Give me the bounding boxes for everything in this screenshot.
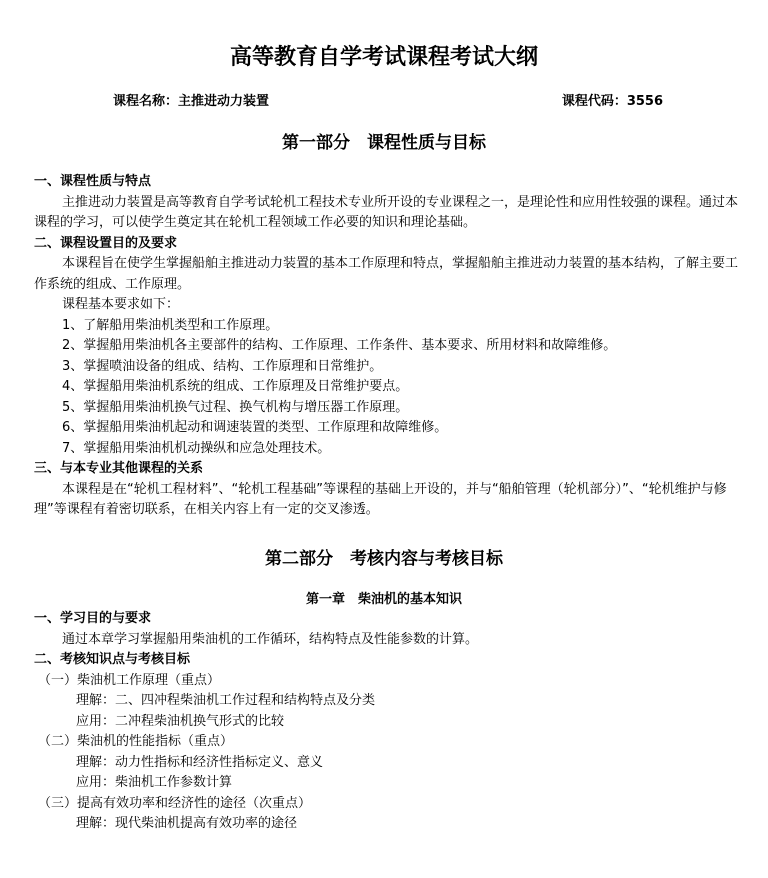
knowledge-item-line: 理解：动力性指标和经济性指标定义、意义 — [76, 754, 324, 770]
knowledge-item-title: （二）柴油机的性能指标（重点） — [38, 734, 234, 749]
paragraph: 主推进动力装置是高等教育自学考试轮机工程技术专业所开设的专业课程之一，是理论性和应用性较强的课程。通过本课程的学习，可以使学生奠定其在轮机工程领域工作必要的知识和理论基础。 — [34, 194, 739, 230]
list-item: 7、掌握船用柴油机机动操纵和应急处理技术。 — [62, 440, 331, 456]
paragraph: 本课程是在“轮机工程材料”、“轮机工程基础”等课程的基础上开设的，并与“船舶管理（轮机部分）”、“轮机维护与修理”等课程有着密切联系，在相关内容上有一定的交叉渗透。 — [34, 481, 727, 517]
list-item: 4、掌握船用柴油机系统的组成、工作原理及日常维护要点。 — [62, 379, 409, 394]
part1-body — [34, 172, 744, 521]
paragraph: 通过本章学习掌握船用柴油机的工作循环，结构特点及性能参数的计算。 — [62, 631, 479, 647]
list-item: 1、了解船用柴油机类型和工作原理。 — [62, 317, 279, 333]
chapter-title: 第一章 柴油机的基本知识 — [305, 592, 462, 607]
section-heading: 三、与本专业其他课程的关系 — [34, 461, 204, 476]
part1-title: 第一部分 课程性质与目标 — [282, 133, 486, 153]
part2-title: 第二部分 考核内容与考核目标 — [265, 549, 503, 569]
knowledge-item-title: （三）提高有效功率和经济性的途径（次重点） — [38, 795, 312, 811]
list-item: 2、掌握船用柴油机各主要部件的结构、工作原理、工作条件、基本要求、所用材料和故障维修。 — [62, 338, 617, 353]
section-heading: 一、课程性质与特点 — [34, 174, 152, 189]
requirements-intro: 课程基本要求如下： — [62, 297, 180, 312]
part2-body — [34, 609, 744, 835]
section-heading: 一、学习目的与要求 — [34, 611, 152, 626]
course-meta-row — [113, 90, 663, 109]
knowledge-item-line: 理解：现代柴油机提高有效功率的途径 — [76, 816, 298, 831]
course-name: 课程名称：主推进动力装置 — [113, 94, 270, 109]
list-item: 3、掌握喷油设备的组成、结构、工作原理和日常维护。 — [62, 358, 383, 374]
section-heading: 二、考核知识点与考核目标 — [34, 652, 191, 667]
document-title: 高等教育自学考试课程考试大纲 — [229, 44, 538, 70]
knowledge-item-line: 理解：二、四冲程柴油机工作过程和结构特点及分类 — [76, 693, 376, 708]
knowledge-item-line: 应用：柴油机工作参数计算 — [76, 775, 233, 790]
knowledge-item-line: 应用：二冲程柴油机换气形式的比较 — [76, 713, 285, 729]
list-item: 6、掌握船用柴油机起动和调速装置的类型、工作原理和故障维修。 — [62, 420, 448, 435]
section-heading: 二、课程设置目的及要求 — [34, 235, 178, 251]
knowledge-item-title: （一）柴油机工作原理（重点） — [38, 672, 221, 688]
paragraph: 本课程旨在使学生掌握船舶主推进动力装置的基本工作原理和特点，掌握船舶主推进动力装置的基本结构，了解主要工作系统的组成、工作原理。 — [34, 256, 739, 292]
list-item: 5、掌握船用柴油机换气过程、换气机构与增压器工作原理。 — [62, 399, 409, 415]
course-code: 课程代码：3556 — [561, 94, 663, 109]
